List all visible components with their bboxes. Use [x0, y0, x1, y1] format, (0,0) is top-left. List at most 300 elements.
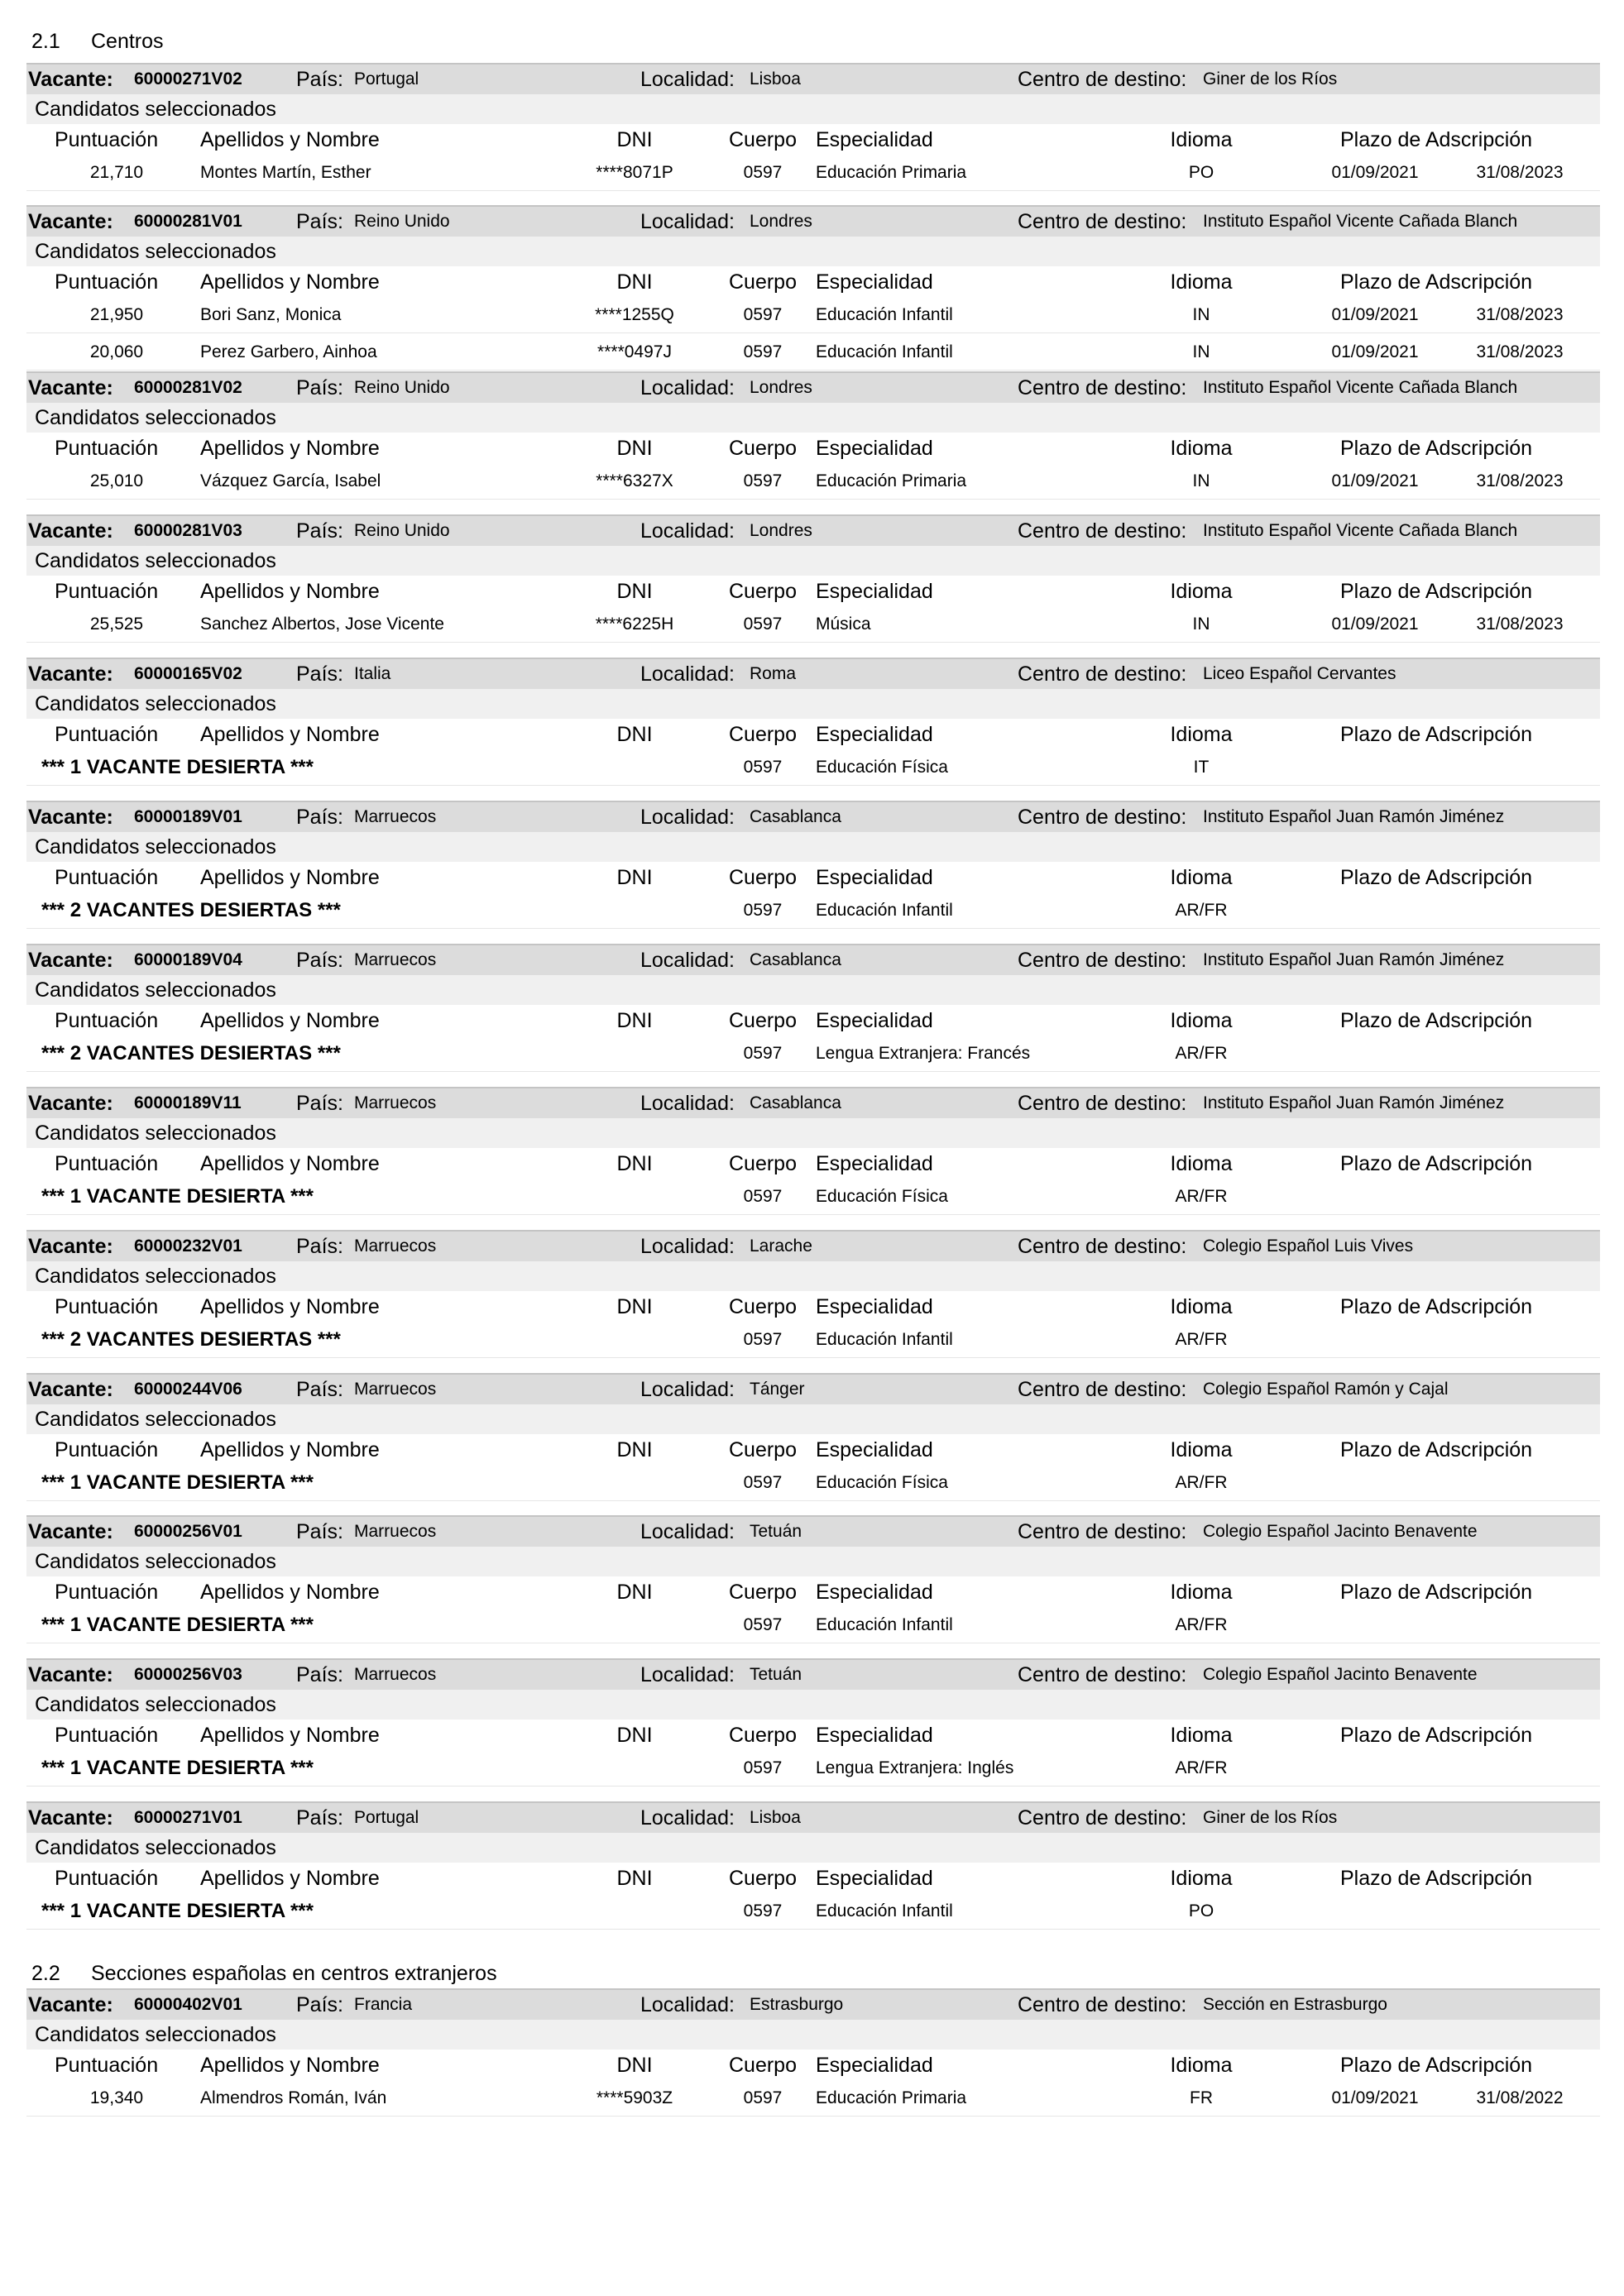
pais-value: Reino Unido: [354, 378, 450, 397]
column-header-puntuacion: Puntuación: [55, 1724, 159, 1747]
cell-nombre: Bori Sanz, Monica: [200, 305, 342, 324]
column-header-dni: DNI: [616, 1438, 653, 1461]
candidatos-header: [26, 1690, 1600, 1720]
cell-desde: 01/09/2021: [1331, 342, 1419, 361]
candidatos-label: Candidatos seleccionados: [35, 2023, 276, 2046]
candidatos-header: [26, 403, 1600, 433]
table-row: [26, 155, 1600, 191]
centro-value: Sección en Estrasburgo: [1203, 1995, 1387, 2014]
table-row: [26, 893, 1600, 929]
centro-value: Instituto Español Juan Ramón Jiménez: [1203, 1093, 1505, 1112]
centro-label: Centro de destino:: [1018, 1663, 1187, 1686]
pais-value: Marruecos: [354, 1380, 437, 1399]
vacancy-header: [26, 944, 1600, 975]
column-header-plazo: Plazo de Adscripción: [1340, 128, 1533, 151]
table-row: [26, 750, 1600, 786]
vacante-code: 60000256V03: [134, 1665, 242, 1684]
vacante-code: 60000189V01: [134, 807, 242, 826]
vacancy-header: [26, 1087, 1600, 1118]
centro-label: Centro de destino:: [1018, 68, 1187, 91]
column-header-nombre: Apellidos y Nombre: [200, 1152, 380, 1175]
column-headers: [26, 719, 1600, 750]
vacancy-block: [26, 801, 1600, 943]
cell-cuerpo: 0597: [743, 1330, 783, 1349]
cell-idioma: PO: [1188, 163, 1214, 182]
column-header-puntuacion: Puntuación: [55, 1867, 159, 1890]
column-header-especialidad: Especialidad: [816, 1724, 933, 1747]
centro-label: Centro de destino:: [1018, 210, 1187, 233]
column-headers: [26, 266, 1600, 298]
column-headers: [26, 433, 1600, 464]
column-header-dni: DNI: [616, 580, 653, 603]
cell-puntuacion: 21,710: [89, 163, 144, 182]
cell-idioma: PO: [1188, 1901, 1214, 1921]
cell-puntuacion: 25,525: [89, 615, 144, 634]
cell-especialidad: Lengua Extranjera: Inglés: [816, 1758, 1014, 1777]
vacancy-block: [26, 1658, 1600, 1801]
localidad-label: Localidad:: [640, 1378, 735, 1401]
column-header-especialidad: Especialidad: [816, 437, 933, 460]
cell-cuerpo: 0597: [743, 1473, 783, 1492]
pais-label: País:: [296, 376, 343, 399]
cell-idioma: AR/FR: [1175, 1187, 1228, 1206]
cell-desierta: *** 1 VACANTE DESIERTA ***: [41, 1900, 314, 1922]
column-header-cuerpo: Cuerpo: [729, 128, 797, 151]
candidatos-label: Candidatos seleccionados: [35, 1265, 276, 1288]
column-header-dni: DNI: [616, 723, 653, 746]
localidad-value: Casablanca: [750, 1093, 841, 1112]
candidatos-label: Candidatos seleccionados: [35, 978, 276, 1002]
vacancy-header: [26, 1230, 1600, 1261]
vacante-code: 60000244V06: [134, 1380, 242, 1399]
column-header-idioma: Idioma: [1170, 723, 1233, 746]
vacancy-block: [26, 63, 1600, 205]
cell-especialidad: Música: [816, 615, 871, 634]
column-header-plazo: Plazo de Adscripción: [1340, 723, 1533, 746]
localidad-label: Localidad:: [640, 1663, 735, 1686]
candidatos-header: [26, 689, 1600, 719]
section-name: Secciones españolas en centros extranjeros: [91, 1962, 497, 1985]
vacante-code: 60000402V01: [134, 1995, 242, 2014]
cell-especialidad: Educación Física: [816, 758, 948, 777]
cell-cuerpo: 0597: [743, 1615, 783, 1634]
column-header-plazo: Plazo de Adscripción: [1340, 1295, 1533, 1318]
pais-value: Francia: [354, 1995, 413, 2014]
column-header-plazo: Plazo de Adscripción: [1340, 1009, 1533, 1032]
vacancy-block: [26, 1801, 1600, 1944]
centro-label: Centro de destino:: [1018, 949, 1187, 972]
vacante-code: 60000189V11: [134, 1093, 242, 1112]
column-header-especialidad: Especialidad: [816, 1581, 933, 1604]
cell-desde: 01/09/2021: [1331, 305, 1419, 324]
column-header-puntuacion: Puntuación: [55, 580, 159, 603]
column-headers: [26, 1005, 1600, 1036]
cell-especialidad: Educación Infantil: [816, 1330, 953, 1349]
section-number: 2.2: [31, 1962, 60, 1985]
column-header-especialidad: Especialidad: [816, 128, 933, 151]
candidatos-label: Candidatos seleccionados: [35, 1693, 276, 1716]
table-row: [26, 1894, 1600, 1930]
column-header-especialidad: Especialidad: [816, 270, 933, 294]
cell-puntuacion: 25,010: [89, 471, 144, 490]
column-header-puntuacion: Puntuación: [55, 1152, 159, 1175]
localidad-value: Tetuán: [750, 1665, 802, 1684]
cell-desde: 01/09/2021: [1331, 615, 1419, 634]
pais-value: Marruecos: [354, 1093, 437, 1112]
cell-hasta: 31/08/2023: [1476, 615, 1564, 634]
centro-value: Colegio Español Jacinto Benavente: [1203, 1522, 1478, 1541]
vacancy-block: [26, 1373, 1600, 1515]
vacancy-block: [26, 205, 1600, 361]
candidatos-header: [26, 975, 1600, 1005]
column-header-nombre: Apellidos y Nombre: [200, 866, 380, 889]
column-headers: [26, 1434, 1600, 1466]
vacancy-header: [26, 514, 1600, 546]
centro-value: Colegio Español Ramón y Cajal: [1203, 1380, 1449, 1399]
column-headers: [26, 1148, 1600, 1179]
column-header-nombre: Apellidos y Nombre: [200, 1581, 380, 1604]
vacancy-block: [26, 1515, 1600, 1657]
vacancy-block: [26, 658, 1600, 800]
column-header-plazo: Plazo de Adscripción: [1340, 1867, 1533, 1890]
pais-label: País:: [296, 519, 343, 543]
vacante-label: Vacante:: [28, 519, 113, 543]
cell-dni: ****1255Q: [595, 305, 674, 324]
section-title: [31, 25, 164, 58]
localidad-label: Localidad:: [640, 1520, 735, 1543]
column-header-plazo: Plazo de Adscripción: [1340, 1438, 1533, 1461]
column-header-cuerpo: Cuerpo: [729, 1152, 797, 1175]
column-header-cuerpo: Cuerpo: [729, 270, 797, 294]
pais-value: Reino Unido: [354, 212, 450, 231]
vacante-code: 60000256V01: [134, 1522, 242, 1541]
cell-desierta: *** 1 VACANTE DESIERTA ***: [41, 1471, 314, 1494]
cell-nombre: Sanchez Albertos, Jose Vicente: [200, 615, 444, 634]
vacante-label: Vacante:: [28, 376, 113, 399]
cell-idioma: IT: [1193, 758, 1210, 777]
vacancy-block: [26, 1230, 1600, 1372]
table-row: [26, 1179, 1600, 1215]
table-row: [26, 1036, 1600, 1072]
vacante-label: Vacante:: [28, 1092, 113, 1115]
localidad-value: Tetuán: [750, 1522, 802, 1541]
candidatos-header: [26, 2020, 1600, 2050]
table-row: [26, 607, 1600, 643]
column-header-dni: DNI: [616, 270, 653, 294]
localidad-value: Estrasburgo: [750, 1995, 844, 2014]
column-header-plazo: Plazo de Adscripción: [1340, 437, 1533, 460]
column-header-puntuacion: Puntuación: [55, 437, 159, 460]
column-header-idioma: Idioma: [1170, 1581, 1233, 1604]
pais-value: Marruecos: [354, 1665, 437, 1684]
centro-value: Colegio Español Luis Vives: [1203, 1236, 1414, 1256]
column-header-dni: DNI: [616, 866, 653, 889]
centro-label: Centro de destino:: [1018, 519, 1187, 543]
vacante-label: Vacante:: [28, 949, 113, 972]
centro-value: Instituto Español Vicente Cañada Blanch: [1203, 378, 1518, 397]
vacante-code: 60000281V03: [134, 521, 242, 540]
vacante-label: Vacante:: [28, 1235, 113, 1258]
cell-desierta: *** 1 VACANTE DESIERTA ***: [41, 1185, 314, 1208]
cell-hasta: 31/08/2023: [1476, 305, 1564, 324]
column-header-dni: DNI: [616, 1867, 653, 1890]
pais-value: Italia: [354, 664, 391, 683]
pais-label: País:: [296, 1993, 343, 2016]
pais-label: País:: [296, 806, 343, 829]
centro-value: Giner de los Ríos: [1203, 1808, 1338, 1827]
pais-label: País:: [296, 1806, 343, 1830]
candidatos-label: Candidatos seleccionados: [35, 1550, 276, 1573]
column-header-nombre: Apellidos y Nombre: [200, 1867, 380, 1890]
cell-cuerpo: 0597: [743, 163, 783, 182]
column-header-idioma: Idioma: [1170, 1295, 1233, 1318]
column-header-nombre: Apellidos y Nombre: [200, 437, 380, 460]
localidad-value: Casablanca: [750, 807, 841, 826]
cell-cuerpo: 0597: [743, 1187, 783, 1206]
vacante-label: Vacante:: [28, 1806, 113, 1830]
vacante-code: 60000189V04: [134, 950, 242, 969]
localidad-value: Londres: [750, 521, 812, 540]
candidatos-header: [26, 546, 1600, 576]
localidad-label: Localidad:: [640, 68, 735, 91]
cell-cuerpo: 0597: [743, 305, 783, 324]
candidatos-label: Candidatos seleccionados: [35, 98, 276, 121]
vacancy-block: [26, 944, 1600, 1086]
cell-idioma: AR/FR: [1175, 1758, 1228, 1777]
pais-label: País:: [296, 1092, 343, 1115]
column-header-dni: DNI: [616, 1152, 653, 1175]
cell-cuerpo: 0597: [743, 1901, 783, 1921]
column-header-puntuacion: Puntuación: [55, 1438, 159, 1461]
vacante-code: 60000271V01: [134, 1808, 242, 1827]
localidad-label: Localidad:: [640, 210, 735, 233]
column-header-puntuacion: Puntuación: [55, 1009, 159, 1032]
cell-idioma: AR/FR: [1175, 1330, 1228, 1349]
pais-value: Marruecos: [354, 1522, 437, 1541]
column-header-dni: DNI: [616, 437, 653, 460]
table-row: [26, 1323, 1600, 1358]
cell-cuerpo: 0597: [743, 2088, 783, 2107]
cell-desde: 01/09/2021: [1331, 163, 1419, 182]
column-header-especialidad: Especialidad: [816, 1295, 933, 1318]
localidad-label: Localidad:: [640, 1092, 735, 1115]
cell-desierta: *** 1 VACANTE DESIERTA ***: [41, 1757, 314, 1779]
pais-label: País:: [296, 662, 343, 686]
column-header-dni: DNI: [616, 1295, 653, 1318]
cell-dni: ****6225H: [595, 615, 674, 634]
pais-label: País:: [296, 1663, 343, 1686]
column-header-especialidad: Especialidad: [816, 866, 933, 889]
cell-cuerpo: 0597: [743, 1044, 783, 1063]
table-row: [26, 1751, 1600, 1787]
column-header-idioma: Idioma: [1170, 866, 1233, 889]
cell-idioma: AR/FR: [1175, 1473, 1228, 1492]
vacante-code: 60000281V01: [134, 212, 242, 231]
column-header-cuerpo: Cuerpo: [729, 1438, 797, 1461]
cell-desierta: *** 1 VACANTE DESIERTA ***: [41, 756, 314, 778]
column-header-idioma: Idioma: [1170, 1009, 1233, 1032]
pais-value: Portugal: [354, 1808, 419, 1827]
cell-dni: ****0497J: [597, 342, 672, 361]
column-header-idioma: Idioma: [1170, 437, 1233, 460]
column-header-plazo: Plazo de Adscripción: [1340, 2054, 1533, 2077]
column-header-cuerpo: Cuerpo: [729, 580, 797, 603]
column-header-dni: DNI: [616, 128, 653, 151]
cell-especialidad: Educación Infantil: [816, 305, 953, 324]
candidatos-label: Candidatos seleccionados: [35, 692, 276, 715]
centro-label: Centro de destino:: [1018, 376, 1187, 399]
cell-idioma: AR/FR: [1175, 1044, 1228, 1063]
vacancy-header: [26, 1373, 1600, 1404]
column-header-dni: DNI: [616, 1009, 653, 1032]
cell-puntuacion: 20,060: [89, 342, 144, 361]
candidatos-label: Candidatos seleccionados: [35, 549, 276, 572]
cell-hasta: 31/08/2023: [1476, 471, 1564, 490]
column-header-cuerpo: Cuerpo: [729, 1724, 797, 1747]
column-header-plazo: Plazo de Adscripción: [1340, 270, 1533, 294]
column-header-puntuacion: Puntuación: [55, 2054, 159, 2077]
column-header-nombre: Apellidos y Nombre: [200, 1438, 380, 1461]
column-header-puntuacion: Puntuación: [55, 1295, 159, 1318]
column-header-puntuacion: Puntuación: [55, 866, 159, 889]
cell-hasta: 31/08/2023: [1476, 342, 1564, 361]
column-headers: [26, 2050, 1600, 2081]
vacancy-header: [26, 371, 1600, 403]
cell-hasta: 31/08/2023: [1476, 163, 1564, 182]
column-header-idioma: Idioma: [1170, 1724, 1233, 1747]
localidad-label: Localidad:: [640, 662, 735, 686]
table-row: [26, 2081, 1600, 2117]
column-header-plazo: Plazo de Adscripción: [1340, 1581, 1533, 1604]
pais-value: Reino Unido: [354, 521, 450, 540]
column-header-cuerpo: Cuerpo: [729, 866, 797, 889]
localidad-value: Londres: [750, 378, 812, 397]
vacancy-header: [26, 1515, 1600, 1547]
pais-value: Marruecos: [354, 950, 437, 969]
vacancy-header: [26, 1801, 1600, 1833]
localidad-value: Tánger: [750, 1380, 805, 1399]
candidatos-header: [26, 237, 1600, 266]
cell-desierta: *** 2 VACANTES DESIERTAS ***: [41, 1328, 341, 1351]
pais-value: Marruecos: [354, 807, 437, 826]
vacante-label: Vacante:: [28, 68, 113, 91]
cell-especialidad: Educación Primaria: [816, 2088, 967, 2107]
column-header-especialidad: Especialidad: [816, 1867, 933, 1890]
cell-idioma: IN: [1192, 471, 1210, 490]
candidatos-label: Candidatos seleccionados: [35, 835, 276, 859]
cell-hasta: 31/08/2022: [1476, 2088, 1564, 2107]
centro-value: Instituto Español Vicente Cañada Blanch: [1203, 521, 1518, 540]
section-number: 2.1: [31, 30, 60, 53]
column-header-plazo: Plazo de Adscripción: [1340, 1724, 1533, 1747]
vacancy-block: [26, 1988, 1600, 2131]
pais-label: País:: [296, 949, 343, 972]
column-header-idioma: Idioma: [1170, 1152, 1233, 1175]
vacante-label: Vacante:: [28, 1378, 113, 1401]
pais-label: País:: [296, 1235, 343, 1258]
column-headers: [26, 124, 1600, 155]
centro-value: Liceo Español Cervantes: [1203, 664, 1396, 683]
centro-label: Centro de destino:: [1018, 1235, 1187, 1258]
candidatos-header: [26, 832, 1600, 862]
cell-desierta: *** 1 VACANTE DESIERTA ***: [41, 1614, 314, 1636]
cell-idioma: FR: [1190, 2088, 1213, 2107]
pais-label: País:: [296, 1378, 343, 1401]
localidad-label: Localidad:: [640, 949, 735, 972]
cell-cuerpo: 0597: [743, 758, 783, 777]
section-title: [31, 1957, 497, 1990]
column-header-nombre: Apellidos y Nombre: [200, 128, 380, 151]
cell-idioma: AR/FR: [1175, 901, 1228, 920]
vacante-label: Vacante:: [28, 806, 113, 829]
candidatos-label: Candidatos seleccionados: [35, 406, 276, 429]
column-header-idioma: Idioma: [1170, 1867, 1233, 1890]
column-header-nombre: Apellidos y Nombre: [200, 2054, 380, 2077]
vacante-code: 60000165V02: [134, 664, 242, 683]
cell-desde: 01/09/2021: [1331, 2088, 1419, 2107]
localidad-label: Localidad:: [640, 1993, 735, 2016]
vacancy-header: [26, 1658, 1600, 1690]
pais-label: País:: [296, 1520, 343, 1543]
column-header-nombre: Apellidos y Nombre: [200, 1295, 380, 1318]
column-header-cuerpo: Cuerpo: [729, 1581, 797, 1604]
column-header-cuerpo: Cuerpo: [729, 2054, 797, 2077]
cell-especialidad: Educación Infantil: [816, 342, 953, 361]
cell-especialidad: Educación Primaria: [816, 471, 967, 490]
vacante-label: Vacante:: [28, 210, 113, 233]
column-header-nombre: Apellidos y Nombre: [200, 580, 380, 603]
cell-especialidad: Lengua Extranjera: Francés: [816, 1044, 1031, 1063]
table-row: [26, 1466, 1600, 1501]
localidad-label: Localidad:: [640, 376, 735, 399]
section-name: Centros: [91, 30, 164, 53]
vacante-code: 60000271V02: [134, 69, 242, 88]
column-header-plazo: Plazo de Adscripción: [1340, 1152, 1533, 1175]
column-header-puntuacion: Puntuación: [55, 128, 159, 151]
column-header-nombre: Apellidos y Nombre: [200, 723, 380, 746]
localidad-label: Localidad:: [640, 519, 735, 543]
cell-idioma: IN: [1192, 305, 1210, 324]
pais-value: Marruecos: [354, 1236, 437, 1256]
column-header-especialidad: Especialidad: [816, 1438, 933, 1461]
cell-cuerpo: 0597: [743, 1758, 783, 1777]
column-headers: [26, 1720, 1600, 1751]
vacante-label: Vacante:: [28, 1663, 113, 1686]
candidatos-label: Candidatos seleccionados: [35, 1122, 276, 1145]
vacante-label: Vacante:: [28, 1520, 113, 1543]
column-header-dni: DNI: [616, 2054, 653, 2077]
column-header-nombre: Apellidos y Nombre: [200, 1724, 380, 1747]
cell-especialidad: Educación Física: [816, 1187, 948, 1206]
cell-dni: ****8071P: [596, 163, 673, 182]
column-header-especialidad: Especialidad: [816, 580, 933, 603]
column-header-especialidad: Especialidad: [816, 723, 933, 746]
candidatos-label: Candidatos seleccionados: [35, 240, 276, 263]
cell-especialidad: Educación Primaria: [816, 163, 967, 182]
table-row: [26, 298, 1600, 333]
column-headers: [26, 1863, 1600, 1894]
column-header-cuerpo: Cuerpo: [729, 437, 797, 460]
cell-especialidad: Educación Infantil: [816, 1615, 953, 1634]
column-header-plazo: Plazo de Adscripción: [1340, 580, 1533, 603]
cell-especialidad: Educación Física: [816, 1473, 948, 1492]
centro-label: Centro de destino:: [1018, 662, 1187, 686]
pais-label: País:: [296, 68, 343, 91]
cell-puntuacion: 19,340: [89, 2088, 144, 2107]
cell-desierta: *** 2 VACANTES DESIERTAS ***: [41, 1042, 341, 1064]
column-headers: [26, 862, 1600, 893]
cell-dni: ****6327X: [596, 471, 673, 490]
